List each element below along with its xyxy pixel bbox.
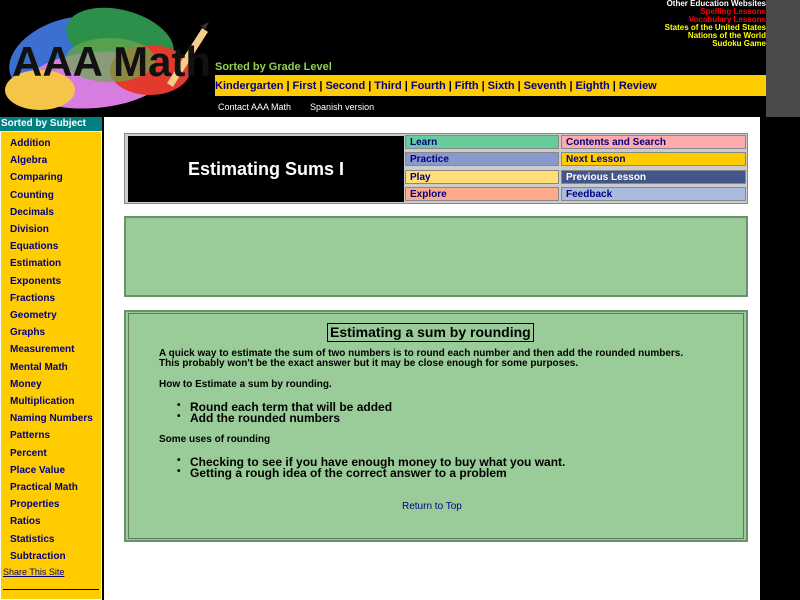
header-right-strip [766, 0, 800, 117]
subject-link[interactable]: Properties [10, 499, 60, 511]
grade-link[interactable]: Review [618, 79, 657, 92]
uses-heading: Some uses of rounding [159, 434, 271, 445]
contact-link[interactable]: Contact AAA Math [218, 101, 292, 112]
subject-link[interactable]: Geometry [10, 310, 57, 321]
divider [3, 589, 99, 590]
grade-link[interactable]: Eighth [575, 79, 610, 92]
lesson-nav-link[interactable]: Learn [405, 135, 559, 149]
uses-item: • Getting a rough idea of the correct answer to a problem [190, 466, 507, 480]
other-site-link[interactable]: States of the United States [664, 23, 766, 32]
subject-link[interactable]: Measurement [10, 344, 75, 356]
main-right-strip [760, 117, 800, 600]
subject-link[interactable]: Subtraction [10, 550, 66, 562]
logo[interactable] [0, 0, 215, 117]
subject-link[interactable]: Equations [10, 241, 59, 253]
other-site-link[interactable]: Vocabulary Lessons [688, 15, 766, 24]
separator: | [319, 79, 323, 92]
return-to-top-link[interactable]: Return to Top [402, 501, 462, 512]
subject-link[interactable]: Algebra [10, 155, 48, 167]
lesson-nav-link[interactable]: Play [405, 170, 559, 184]
grade-link[interactable]: Fifth [454, 79, 479, 92]
separator: | [368, 79, 372, 92]
subject-link[interactable]: Money [10, 378, 42, 390]
subject-link[interactable]: Naming Numbers [10, 413, 93, 425]
uses-item: • Checking to see if you have enough money to buy what you want. [190, 455, 565, 469]
lesson-nav-link[interactable]: Feedback [561, 187, 746, 201]
other-site-link[interactable]: Sudoku Game [712, 39, 766, 48]
lesson-nav-link[interactable]: Next Lesson [561, 152, 746, 166]
other-site-link[interactable]: Spelling Lessons [700, 7, 766, 16]
subject-link[interactable]: Graphs [10, 327, 46, 339]
subject-link[interactable]: Division [10, 224, 49, 235]
subject-link[interactable]: Comparing [10, 172, 63, 184]
share-link[interactable]: Share This Site [3, 567, 65, 577]
lesson-nav-link[interactable]: Previous Lesson [561, 170, 746, 184]
other-site-link[interactable]: Nations of the World [687, 31, 766, 40]
separator: | [404, 79, 408, 92]
grade-link[interactable]: Second [325, 79, 366, 92]
grade-link[interactable]: Sixth [487, 79, 515, 92]
lesson-nav-link[interactable]: Practice [405, 152, 559, 166]
subject-link[interactable]: Estimation [10, 258, 62, 270]
subject-sidebar [0, 131, 102, 600]
grade-level-title: Sorted by Grade Level [215, 61, 332, 73]
subject-link[interactable]: Percent [10, 447, 47, 459]
subject-link[interactable]: Multiplication [10, 396, 75, 407]
other-sites-links [665, 0, 766, 48]
intro-line-1: A quick way to estimate the sum of two numbers is to round each number and then add the rounded numbers. [159, 348, 684, 359]
grade-link[interactable]: Seventh [523, 79, 567, 92]
separator: | [448, 79, 452, 92]
lesson-nav-link[interactable]: Explore [405, 187, 559, 201]
contact-bar [215, 96, 766, 117]
subject-link[interactable]: Exponents [10, 275, 62, 287]
grade-link[interactable]: First [292, 79, 317, 92]
other-site-link[interactable]: Other Education Websites [666, 0, 766, 8]
separator: | [286, 79, 290, 92]
grade-link[interactable]: Third [374, 79, 402, 92]
spanish-version-link[interactable]: Spanish version [310, 101, 375, 112]
subject-link[interactable]: Ratios [10, 516, 41, 528]
separator: | [481, 79, 485, 92]
subject-link[interactable]: Decimals [10, 206, 54, 218]
lesson-title: Estimating Sums I [128, 136, 404, 202]
intro-line-2: This probably won't be the exact answer but it may be close enough for some purposes. [159, 358, 579, 369]
lesson-nav-link[interactable]: Contents and Search [561, 135, 746, 149]
separator: | [569, 79, 573, 92]
separator: | [612, 79, 616, 92]
subject-link[interactable]: Patterns [10, 430, 51, 442]
subject-link[interactable]: Counting [10, 189, 54, 201]
how-item: • Round each term that will be added [190, 400, 392, 414]
logo-text: AAA Math [12, 38, 212, 85]
how-heading: How to Estimate a sum by rounding. [159, 379, 332, 390]
subject-link[interactable]: Mental Math [10, 361, 68, 373]
grade-link[interactable]: Fourth [410, 79, 446, 92]
section-title: Estimating a sum by rounding [327, 323, 534, 342]
separator: | [517, 79, 521, 92]
subject-link[interactable]: Practical Math [10, 482, 78, 493]
subject-link[interactable]: Addition [10, 138, 51, 149]
ad-box [124, 216, 748, 297]
subject-title: Sorted by Subject [0, 117, 102, 131]
grade-link[interactable]: Kindergarten [215, 79, 284, 92]
logo-graphic [0, 0, 215, 117]
subject-link[interactable]: Fractions [10, 292, 56, 304]
subject-link[interactable]: Place Value [10, 464, 66, 476]
how-item: • Add the rounded numbers [190, 411, 340, 425]
subject-link[interactable]: Statistics [10, 533, 55, 545]
grade-nav-bar [215, 75, 766, 96]
